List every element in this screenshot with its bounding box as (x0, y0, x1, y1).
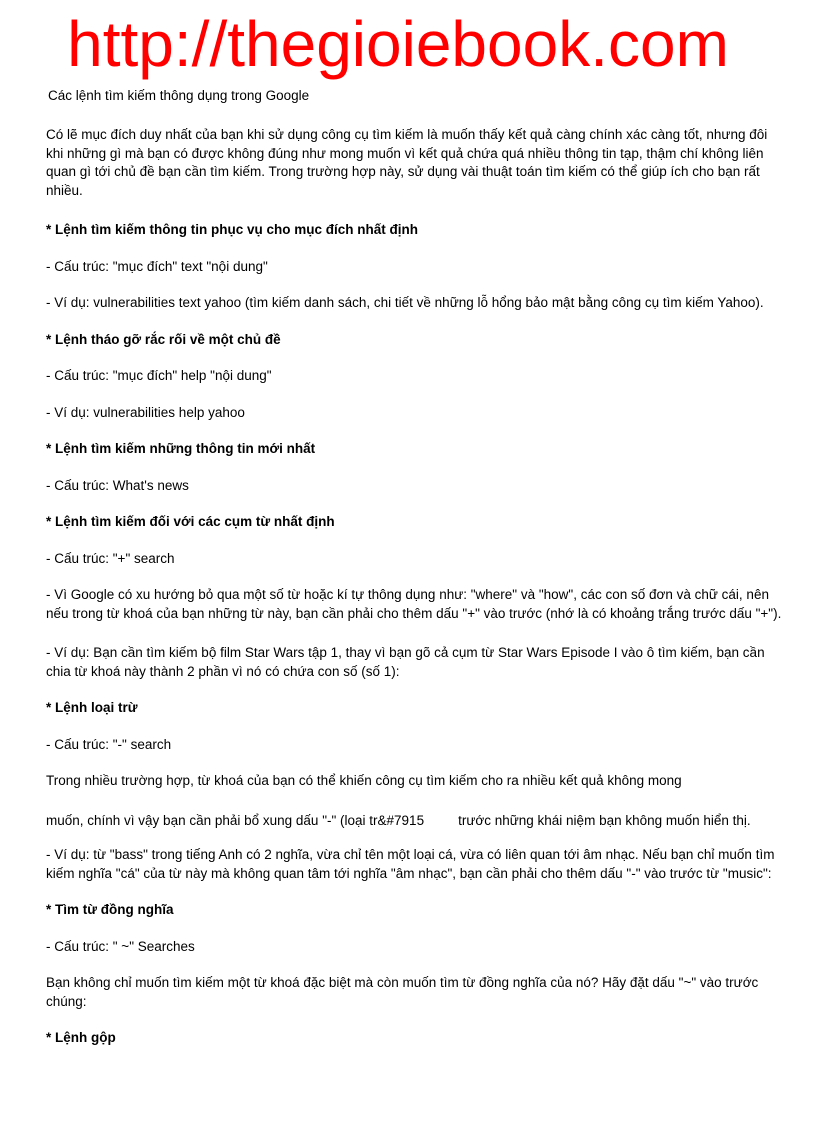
explanation-paragraph: Bạn không chỉ muốn tìm kiếm một từ khoá đặc biệt mà còn muốn tìm từ đồng nghĩa của nó? Hãy đặt dấu "~" vào trước chúng: (46, 975, 759, 1009)
explanation-line: Trong nhiều trường hợp, từ khoá của bạn có thể khiến công cụ tìm kiếm cho ra nhiều kết quả không mong (46, 773, 682, 788)
section-heading-troubleshoot: * Lệnh tháo gỡ rắc rối về một chủ đề (46, 331, 281, 347)
section-heading-purpose-search: * Lệnh tìm kiếm thông tin phục vụ cho mục đích nhất định (46, 222, 419, 237)
section-heading-combine: * Lệnh gộp (46, 1030, 116, 1045)
example-paragraph: - Ví dụ: vulnerabilities text yahoo (tìm kiếm danh sách, chi tiết về những lỗ hổng bảo mật bằng công cụ tìm kiếm Yahoo). (46, 295, 764, 310)
section-heading-synonyms: * Tìm từ đồng nghĩa (46, 902, 174, 917)
explanation-continued-end: trước những khái niệm bạn không muốn hiển thị. (458, 812, 751, 828)
section-heading-exact-phrase: * Lệnh tìm kiếm đối với các cụm từ nhất định (46, 514, 335, 529)
syntax-line: - Cấu trúc: "+" search (46, 550, 175, 566)
explanation-continued-start: muốn, chính vì vậy bạn cần phải bổ xung dấu "-" (loại tr&#7915 (46, 812, 425, 828)
syntax-line: - Cấu trúc: "-" search (46, 736, 172, 752)
intro-paragraph: Có lẽ mục đích duy nhất của bạn khi sử dụng công cụ tìm kiếm là muốn thấy kết quả càng chính xác càng tốt, nhưng đôi khi những gì mà bạn có được không đúng như mong muốn vì kết quả chứa quá nhiều thông tin tạp, thậm chí không liên quan gì tới chủ đề bạn cần tìm kiếm. Trong trường hợp này, sử dụng vài thuật toán tìm kiếm có thể giúp ích cho bạn rất nhiều. (46, 127, 768, 198)
section-heading-latest-news: * Lệnh tìm kiếm những thông tin mới nhất (46, 441, 316, 456)
syntax-line: - Cấu trúc: "mục đích" help "nội dung" (46, 368, 272, 383)
section-heading-exclude: * Lệnh loại trừ (46, 700, 138, 715)
site-url-banner: http://thegioiebook.com (67, 8, 729, 80)
syntax-line: - Cấu trúc: " ~" Searches (46, 938, 195, 954)
example-paragraph: - Ví dụ: từ "bass" trong tiếng Anh có 2 nghĩa, vừa chỉ tên một loại cá, vừa có liên quan tới âm nhạc. Nếu bạn chỉ muốn tìm kiếm nghĩa "cá" của từ này mà không quan tâm tới nghĩa "âm nhạc", bạn cần phải cho thêm dấu "-" vào trước từ "music": (46, 847, 775, 881)
document-body (46, 126, 786, 1066)
example-line: - Ví dụ: vulnerabilities help yahoo (46, 404, 245, 420)
syntax-line: - Cấu trúc: "mục đích" text "nội dung" (46, 258, 268, 274)
document-title: Các lệnh tìm kiếm thông dụng trong Google (48, 88, 310, 103)
syntax-line: - Cấu trúc: What's news (46, 477, 189, 493)
explanation-continued (46, 812, 786, 831)
example-paragraph: - Ví dụ: Bạn cần tìm kiếm bộ film Star Wars tập 1, thay vì bạn gõ cả cụm từ Star Wars Episode I vào ô tìm kiếm, bạn cần chia từ khoá này thành 2 phần vì nó có chứa con số (số 1): (46, 645, 765, 679)
explanation-paragraph: - Vì Google có xu hướng bỏ qua một số từ hoặc kí tự thông dụng như: "where" và "how", các con số đơn và chữ cái, nên nếu trong từ khoá của bạn những từ này, bạn cần phải cho thêm dấu "+" vào trước (nhớ là có khoảng trắng trước dấu "+"). (46, 587, 782, 621)
